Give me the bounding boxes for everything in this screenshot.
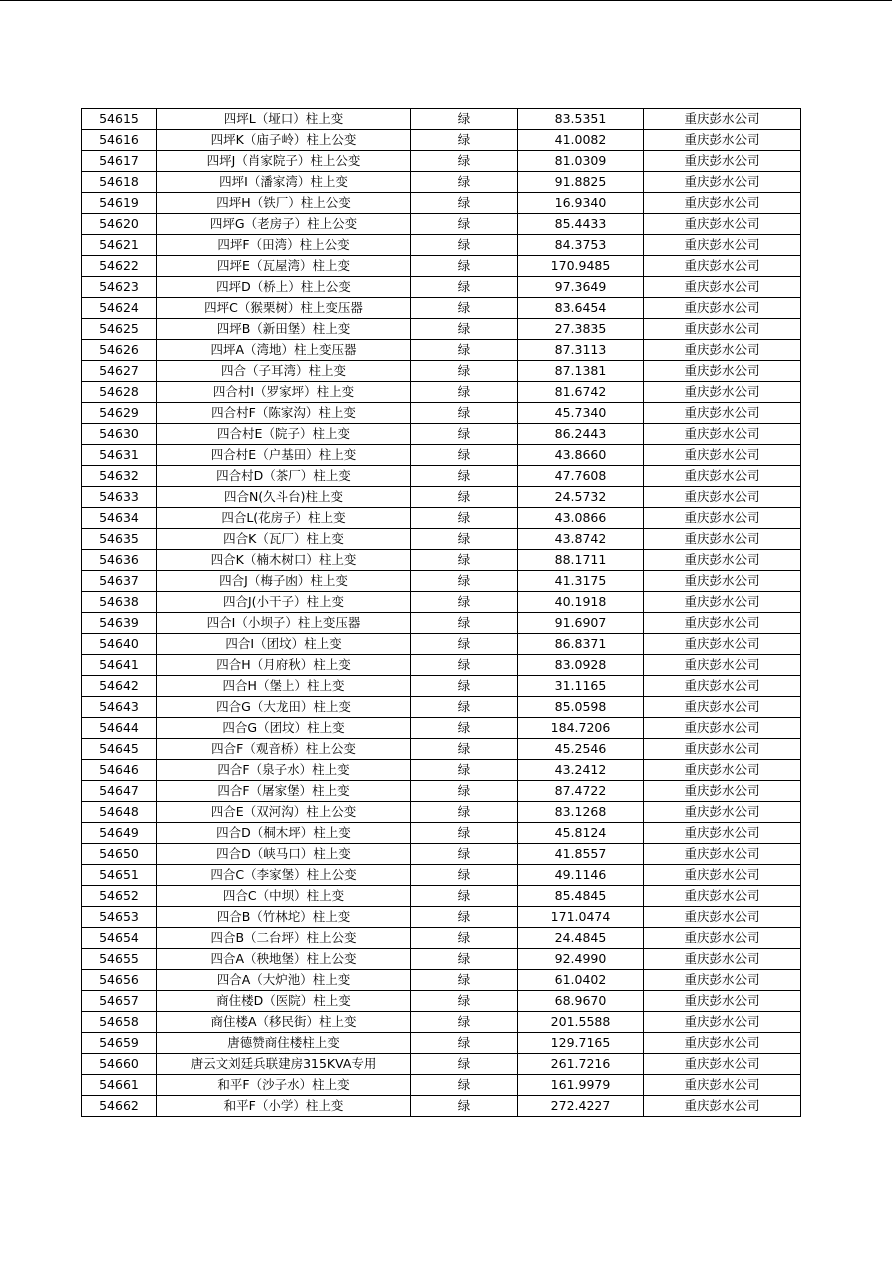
row-color-cell: 绿 bbox=[411, 718, 518, 739]
row-id-cell: 54632 bbox=[82, 466, 157, 487]
row-value-cell: 91.8825 bbox=[518, 172, 644, 193]
row-value-cell: 97.3649 bbox=[518, 277, 644, 298]
table-row bbox=[82, 655, 801, 676]
table-row bbox=[82, 781, 801, 802]
row-value-cell: 201.5588 bbox=[518, 1012, 644, 1033]
table-row bbox=[82, 487, 801, 508]
row-id-cell: 54621 bbox=[82, 235, 157, 256]
row-value-cell: 85.4845 bbox=[518, 886, 644, 907]
row-value-cell: 61.0402 bbox=[518, 970, 644, 991]
row-color-cell: 绿 bbox=[411, 907, 518, 928]
table-row bbox=[82, 613, 801, 634]
row-name-cell: 四合J(小干子）柱上变 bbox=[157, 592, 411, 613]
row-color-cell: 绿 bbox=[411, 781, 518, 802]
row-company-cell: 重庆彭水公司 bbox=[644, 193, 801, 214]
table-row bbox=[82, 1054, 801, 1075]
row-value-cell: 16.9340 bbox=[518, 193, 644, 214]
row-value-cell: 91.6907 bbox=[518, 613, 644, 634]
row-value-cell: 92.4990 bbox=[518, 949, 644, 970]
row-company-cell: 重庆彭水公司 bbox=[644, 508, 801, 529]
row-name-cell: 四合J（梅子凼）柱上变 bbox=[157, 571, 411, 592]
table-row bbox=[82, 424, 801, 445]
row-name-cell: 商住楼D（医院）柱上变 bbox=[157, 991, 411, 1012]
row-color-cell: 绿 bbox=[411, 739, 518, 760]
row-value-cell: 85.0598 bbox=[518, 697, 644, 718]
row-value-cell: 43.0866 bbox=[518, 508, 644, 529]
row-color-cell: 绿 bbox=[411, 109, 518, 130]
row-name-cell: 四合K（瓦厂）柱上变 bbox=[157, 529, 411, 550]
row-value-cell: 83.0928 bbox=[518, 655, 644, 676]
row-name-cell: 四合L(花房子）柱上变 bbox=[157, 508, 411, 529]
row-id-cell: 54629 bbox=[82, 403, 157, 424]
row-id-cell: 54624 bbox=[82, 298, 157, 319]
row-value-cell: 47.7608 bbox=[518, 466, 644, 487]
table-body bbox=[82, 109, 801, 1117]
row-name-cell: 四合F（观音桥）柱上公变 bbox=[157, 739, 411, 760]
row-color-cell: 绿 bbox=[411, 928, 518, 949]
row-value-cell: 161.9979 bbox=[518, 1075, 644, 1096]
row-name-cell: 四合E（双河沟）柱上公变 bbox=[157, 802, 411, 823]
table-row bbox=[82, 235, 801, 256]
row-id-cell: 54623 bbox=[82, 277, 157, 298]
row-id-cell: 54660 bbox=[82, 1054, 157, 1075]
row-name-cell: 四坪B（新田堡）柱上变 bbox=[157, 319, 411, 340]
row-id-cell: 54652 bbox=[82, 886, 157, 907]
table-row bbox=[82, 844, 801, 865]
row-id-cell: 54661 bbox=[82, 1075, 157, 1096]
row-company-cell: 重庆彭水公司 bbox=[644, 655, 801, 676]
row-value-cell: 129.7165 bbox=[518, 1033, 644, 1054]
table-row bbox=[82, 991, 801, 1012]
row-value-cell: 87.4722 bbox=[518, 781, 644, 802]
row-company-cell: 重庆彭水公司 bbox=[644, 760, 801, 781]
row-name-cell: 四坪C（猴栗树）柱上变压器 bbox=[157, 298, 411, 319]
row-value-cell: 83.1268 bbox=[518, 802, 644, 823]
row-color-cell: 绿 bbox=[411, 550, 518, 571]
row-company-cell: 重庆彭水公司 bbox=[644, 739, 801, 760]
row-color-cell: 绿 bbox=[411, 1012, 518, 1033]
table-row bbox=[82, 802, 801, 823]
row-color-cell: 绿 bbox=[411, 1054, 518, 1075]
row-id-cell: 54662 bbox=[82, 1096, 157, 1117]
row-name-cell: 四坪H（铁厂）柱上公变 bbox=[157, 193, 411, 214]
row-name-cell: 四合B（竹林坨）柱上变 bbox=[157, 907, 411, 928]
table-row bbox=[82, 403, 801, 424]
row-id-cell: 54648 bbox=[82, 802, 157, 823]
row-value-cell: 27.3835 bbox=[518, 319, 644, 340]
table-row bbox=[82, 466, 801, 487]
row-name-cell: 四合N(久斗台)柱上变 bbox=[157, 487, 411, 508]
row-company-cell: 重庆彭水公司 bbox=[644, 403, 801, 424]
row-name-cell: 四坪L（垭口）柱上变 bbox=[157, 109, 411, 130]
row-value-cell: 43.2412 bbox=[518, 760, 644, 781]
row-id-cell: 54618 bbox=[82, 172, 157, 193]
row-color-cell: 绿 bbox=[411, 445, 518, 466]
row-color-cell: 绿 bbox=[411, 172, 518, 193]
row-color-cell: 绿 bbox=[411, 949, 518, 970]
table-row bbox=[82, 550, 801, 571]
row-id-cell: 54656 bbox=[82, 970, 157, 991]
row-id-cell: 54619 bbox=[82, 193, 157, 214]
row-color-cell: 绿 bbox=[411, 844, 518, 865]
row-name-cell: 四合村I（罗家坪）柱上变 bbox=[157, 382, 411, 403]
row-id-cell: 54620 bbox=[82, 214, 157, 235]
row-name-cell: 四合村D（茶厂）柱上变 bbox=[157, 466, 411, 487]
row-value-cell: 88.1711 bbox=[518, 550, 644, 571]
row-id-cell: 54643 bbox=[82, 697, 157, 718]
table-row bbox=[82, 823, 801, 844]
table-row bbox=[82, 1033, 801, 1054]
row-company-cell: 重庆彭水公司 bbox=[644, 1075, 801, 1096]
table-row bbox=[82, 1012, 801, 1033]
row-name-cell: 唐德赞商住楼柱上变 bbox=[157, 1033, 411, 1054]
row-id-cell: 54639 bbox=[82, 613, 157, 634]
row-value-cell: 170.9485 bbox=[518, 256, 644, 277]
row-color-cell: 绿 bbox=[411, 340, 518, 361]
row-color-cell: 绿 bbox=[411, 466, 518, 487]
row-value-cell: 24.5732 bbox=[518, 487, 644, 508]
row-name-cell: 四合D（桐木坪）柱上变 bbox=[157, 823, 411, 844]
row-name-cell: 四合G（大龙田）柱上变 bbox=[157, 697, 411, 718]
row-value-cell: 45.8124 bbox=[518, 823, 644, 844]
row-company-cell: 重庆彭水公司 bbox=[644, 865, 801, 886]
row-company-cell: 重庆彭水公司 bbox=[644, 928, 801, 949]
row-id-cell: 54650 bbox=[82, 844, 157, 865]
table-row bbox=[82, 508, 801, 529]
row-value-cell: 86.8371 bbox=[518, 634, 644, 655]
row-color-cell: 绿 bbox=[411, 655, 518, 676]
row-company-cell: 重庆彭水公司 bbox=[644, 109, 801, 130]
table-row bbox=[82, 109, 801, 130]
row-company-cell: 重庆彭水公司 bbox=[644, 886, 801, 907]
row-value-cell: 87.3113 bbox=[518, 340, 644, 361]
row-id-cell: 54617 bbox=[82, 151, 157, 172]
row-value-cell: 43.8742 bbox=[518, 529, 644, 550]
row-id-cell: 54615 bbox=[82, 109, 157, 130]
row-company-cell: 重庆彭水公司 bbox=[644, 1096, 801, 1117]
table-row bbox=[82, 130, 801, 151]
table-row bbox=[82, 634, 801, 655]
row-id-cell: 54659 bbox=[82, 1033, 157, 1054]
row-color-cell: 绿 bbox=[411, 760, 518, 781]
row-name-cell: 四坪D（桥上）柱上公变 bbox=[157, 277, 411, 298]
row-company-cell: 重庆彭水公司 bbox=[644, 298, 801, 319]
table-row bbox=[82, 865, 801, 886]
row-company-cell: 重庆彭水公司 bbox=[644, 319, 801, 340]
row-value-cell: 85.4433 bbox=[518, 214, 644, 235]
table-row bbox=[82, 1096, 801, 1117]
table-row bbox=[82, 193, 801, 214]
data-table bbox=[81, 108, 801, 1117]
row-value-cell: 81.0309 bbox=[518, 151, 644, 172]
row-value-cell: 31.1165 bbox=[518, 676, 644, 697]
row-color-cell: 绿 bbox=[411, 634, 518, 655]
row-name-cell: 和平F（沙子水）柱上变 bbox=[157, 1075, 411, 1096]
row-name-cell: 商住楼A（移民街）柱上变 bbox=[157, 1012, 411, 1033]
row-color-cell: 绿 bbox=[411, 403, 518, 424]
row-id-cell: 54626 bbox=[82, 340, 157, 361]
row-company-cell: 重庆彭水公司 bbox=[644, 172, 801, 193]
row-company-cell: 重庆彭水公司 bbox=[644, 823, 801, 844]
row-color-cell: 绿 bbox=[411, 193, 518, 214]
row-value-cell: 41.8557 bbox=[518, 844, 644, 865]
row-color-cell: 绿 bbox=[411, 235, 518, 256]
table-row bbox=[82, 907, 801, 928]
row-company-cell: 重庆彭水公司 bbox=[644, 844, 801, 865]
row-name-cell: 四合G（团坟）柱上变 bbox=[157, 718, 411, 739]
row-value-cell: 68.9670 bbox=[518, 991, 644, 1012]
row-id-cell: 54647 bbox=[82, 781, 157, 802]
row-color-cell: 绿 bbox=[411, 592, 518, 613]
row-color-cell: 绿 bbox=[411, 1033, 518, 1054]
row-company-cell: 重庆彭水公司 bbox=[644, 550, 801, 571]
table-row bbox=[82, 214, 801, 235]
row-id-cell: 54636 bbox=[82, 550, 157, 571]
row-color-cell: 绿 bbox=[411, 508, 518, 529]
row-company-cell: 重庆彭水公司 bbox=[644, 802, 801, 823]
row-id-cell: 54625 bbox=[82, 319, 157, 340]
row-company-cell: 重庆彭水公司 bbox=[644, 697, 801, 718]
row-color-cell: 绿 bbox=[411, 991, 518, 1012]
row-id-cell: 54654 bbox=[82, 928, 157, 949]
row-id-cell: 54630 bbox=[82, 424, 157, 445]
row-value-cell: 84.3753 bbox=[518, 235, 644, 256]
table-row bbox=[82, 256, 801, 277]
table-row bbox=[82, 718, 801, 739]
data-table-container bbox=[81, 108, 801, 1117]
table-row bbox=[82, 319, 801, 340]
row-company-cell: 重庆彭水公司 bbox=[644, 256, 801, 277]
row-id-cell: 54616 bbox=[82, 130, 157, 151]
row-company-cell: 重庆彭水公司 bbox=[644, 907, 801, 928]
row-name-cell: 四合I（团坟）柱上变 bbox=[157, 634, 411, 655]
row-color-cell: 绿 bbox=[411, 529, 518, 550]
row-id-cell: 54649 bbox=[82, 823, 157, 844]
row-color-cell: 绿 bbox=[411, 277, 518, 298]
table-row bbox=[82, 592, 801, 613]
row-value-cell: 171.0474 bbox=[518, 907, 644, 928]
row-name-cell: 四坪K（庙子岭）柱上公变 bbox=[157, 130, 411, 151]
row-name-cell: 四坪J（肖家院子）柱上公变 bbox=[157, 151, 411, 172]
table-row bbox=[82, 1075, 801, 1096]
row-company-cell: 重庆彭水公司 bbox=[644, 571, 801, 592]
row-company-cell: 重庆彭水公司 bbox=[644, 991, 801, 1012]
row-id-cell: 54633 bbox=[82, 487, 157, 508]
row-name-cell: 四合村F（陈家沟）柱上变 bbox=[157, 403, 411, 424]
page-top-border bbox=[0, 0, 892, 1]
row-name-cell: 四合K（楠木树口）柱上变 bbox=[157, 550, 411, 571]
row-name-cell: 四合A（大炉池）柱上变 bbox=[157, 970, 411, 991]
row-id-cell: 54628 bbox=[82, 382, 157, 403]
row-value-cell: 45.7340 bbox=[518, 403, 644, 424]
row-value-cell: 184.7206 bbox=[518, 718, 644, 739]
row-id-cell: 54651 bbox=[82, 865, 157, 886]
row-name-cell: 四合H（月府秋）柱上变 bbox=[157, 655, 411, 676]
row-color-cell: 绿 bbox=[411, 256, 518, 277]
row-color-cell: 绿 bbox=[411, 361, 518, 382]
table-row bbox=[82, 760, 801, 781]
row-color-cell: 绿 bbox=[411, 298, 518, 319]
row-name-cell: 四合B（二台坪）柱上公变 bbox=[157, 928, 411, 949]
row-color-cell: 绿 bbox=[411, 487, 518, 508]
table-row bbox=[82, 151, 801, 172]
row-value-cell: 87.1381 bbox=[518, 361, 644, 382]
row-company-cell: 重庆彭水公司 bbox=[644, 970, 801, 991]
row-value-cell: 49.1146 bbox=[518, 865, 644, 886]
row-color-cell: 绿 bbox=[411, 571, 518, 592]
row-value-cell: 83.6454 bbox=[518, 298, 644, 319]
row-color-cell: 绿 bbox=[411, 697, 518, 718]
row-value-cell: 261.7216 bbox=[518, 1054, 644, 1075]
row-value-cell: 45.2546 bbox=[518, 739, 644, 760]
row-company-cell: 重庆彭水公司 bbox=[644, 718, 801, 739]
row-name-cell: 四合（子耳湾）柱上变 bbox=[157, 361, 411, 382]
row-id-cell: 54634 bbox=[82, 508, 157, 529]
row-value-cell: 41.3175 bbox=[518, 571, 644, 592]
row-company-cell: 重庆彭水公司 bbox=[644, 949, 801, 970]
row-company-cell: 重庆彭水公司 bbox=[644, 1054, 801, 1075]
row-name-cell: 四合C（中坝）柱上变 bbox=[157, 886, 411, 907]
table-row bbox=[82, 277, 801, 298]
table-row bbox=[82, 676, 801, 697]
row-company-cell: 重庆彭水公司 bbox=[644, 382, 801, 403]
row-company-cell: 重庆彭水公司 bbox=[644, 1033, 801, 1054]
row-company-cell: 重庆彭水公司 bbox=[644, 340, 801, 361]
row-id-cell: 54631 bbox=[82, 445, 157, 466]
row-company-cell: 重庆彭水公司 bbox=[644, 277, 801, 298]
row-company-cell: 重庆彭水公司 bbox=[644, 235, 801, 256]
table-row bbox=[82, 886, 801, 907]
table-row bbox=[82, 445, 801, 466]
row-company-cell: 重庆彭水公司 bbox=[644, 487, 801, 508]
row-color-cell: 绿 bbox=[411, 865, 518, 886]
row-name-cell: 唐云文刘廷兵联建房315KVA专用 bbox=[157, 1054, 411, 1075]
row-name-cell: 四合F（泉子水）柱上变 bbox=[157, 760, 411, 781]
row-company-cell: 重庆彭水公司 bbox=[644, 361, 801, 382]
row-company-cell: 重庆彭水公司 bbox=[644, 634, 801, 655]
row-name-cell: 四合C（李家堡）柱上公变 bbox=[157, 865, 411, 886]
row-id-cell: 54658 bbox=[82, 1012, 157, 1033]
table-row bbox=[82, 361, 801, 382]
row-id-cell: 54640 bbox=[82, 634, 157, 655]
row-color-cell: 绿 bbox=[411, 382, 518, 403]
table-row bbox=[82, 298, 801, 319]
row-id-cell: 54642 bbox=[82, 676, 157, 697]
table-row bbox=[82, 697, 801, 718]
row-id-cell: 54646 bbox=[82, 760, 157, 781]
row-value-cell: 272.4227 bbox=[518, 1096, 644, 1117]
row-color-cell: 绿 bbox=[411, 886, 518, 907]
row-color-cell: 绿 bbox=[411, 970, 518, 991]
table-row bbox=[82, 529, 801, 550]
row-name-cell: 四坪G（老房子）柱上公变 bbox=[157, 214, 411, 235]
row-id-cell: 54638 bbox=[82, 592, 157, 613]
row-id-cell: 54641 bbox=[82, 655, 157, 676]
row-name-cell: 四合H（堡上）柱上变 bbox=[157, 676, 411, 697]
row-id-cell: 54622 bbox=[82, 256, 157, 277]
row-value-cell: 86.2443 bbox=[518, 424, 644, 445]
row-company-cell: 重庆彭水公司 bbox=[644, 424, 801, 445]
row-company-cell: 重庆彭水公司 bbox=[644, 613, 801, 634]
row-name-cell: 四合I（小坝子）柱上变压器 bbox=[157, 613, 411, 634]
table-row bbox=[82, 340, 801, 361]
row-company-cell: 重庆彭水公司 bbox=[644, 130, 801, 151]
table-row bbox=[82, 949, 801, 970]
row-value-cell: 24.4845 bbox=[518, 928, 644, 949]
table-row bbox=[82, 928, 801, 949]
row-color-cell: 绿 bbox=[411, 802, 518, 823]
table-row bbox=[82, 571, 801, 592]
row-value-cell: 41.0082 bbox=[518, 130, 644, 151]
row-value-cell: 83.5351 bbox=[518, 109, 644, 130]
row-company-cell: 重庆彭水公司 bbox=[644, 529, 801, 550]
row-company-cell: 重庆彭水公司 bbox=[644, 1012, 801, 1033]
row-name-cell: 四坪I（潘家湾）柱上变 bbox=[157, 172, 411, 193]
row-company-cell: 重庆彭水公司 bbox=[644, 676, 801, 697]
table-row bbox=[82, 382, 801, 403]
row-color-cell: 绿 bbox=[411, 676, 518, 697]
row-id-cell: 54627 bbox=[82, 361, 157, 382]
row-company-cell: 重庆彭水公司 bbox=[644, 151, 801, 172]
row-company-cell: 重庆彭水公司 bbox=[644, 466, 801, 487]
row-value-cell: 81.6742 bbox=[518, 382, 644, 403]
row-name-cell: 四坪F（田湾）柱上公变 bbox=[157, 235, 411, 256]
row-color-cell: 绿 bbox=[411, 319, 518, 340]
row-color-cell: 绿 bbox=[411, 1075, 518, 1096]
table-row bbox=[82, 970, 801, 991]
row-name-cell: 四合村E（院子）柱上变 bbox=[157, 424, 411, 445]
row-color-cell: 绿 bbox=[411, 823, 518, 844]
row-color-cell: 绿 bbox=[411, 130, 518, 151]
row-name-cell: 四坪E（瓦屋湾）柱上变 bbox=[157, 256, 411, 277]
row-name-cell: 四坪A（湾地）柱上变压器 bbox=[157, 340, 411, 361]
row-name-cell: 四合村E（户基田）柱上变 bbox=[157, 445, 411, 466]
row-company-cell: 重庆彭水公司 bbox=[644, 445, 801, 466]
row-id-cell: 54644 bbox=[82, 718, 157, 739]
row-id-cell: 54645 bbox=[82, 739, 157, 760]
row-company-cell: 重庆彭水公司 bbox=[644, 781, 801, 802]
row-color-cell: 绿 bbox=[411, 1096, 518, 1117]
row-value-cell: 40.1918 bbox=[518, 592, 644, 613]
row-name-cell: 四合D（峡马口）柱上变 bbox=[157, 844, 411, 865]
row-value-cell: 43.8660 bbox=[518, 445, 644, 466]
row-company-cell: 重庆彭水公司 bbox=[644, 214, 801, 235]
row-id-cell: 54637 bbox=[82, 571, 157, 592]
row-id-cell: 54655 bbox=[82, 949, 157, 970]
row-company-cell: 重庆彭水公司 bbox=[644, 592, 801, 613]
row-color-cell: 绿 bbox=[411, 214, 518, 235]
row-id-cell: 54635 bbox=[82, 529, 157, 550]
row-id-cell: 54657 bbox=[82, 991, 157, 1012]
table-row bbox=[82, 172, 801, 193]
table-row bbox=[82, 739, 801, 760]
row-name-cell: 和平F（小学）柱上变 bbox=[157, 1096, 411, 1117]
row-name-cell: 四合A（秧地堡）柱上公变 bbox=[157, 949, 411, 970]
row-color-cell: 绿 bbox=[411, 424, 518, 445]
row-name-cell: 四合F（屠家堡）柱上变 bbox=[157, 781, 411, 802]
row-color-cell: 绿 bbox=[411, 613, 518, 634]
row-id-cell: 54653 bbox=[82, 907, 157, 928]
row-color-cell: 绿 bbox=[411, 151, 518, 172]
